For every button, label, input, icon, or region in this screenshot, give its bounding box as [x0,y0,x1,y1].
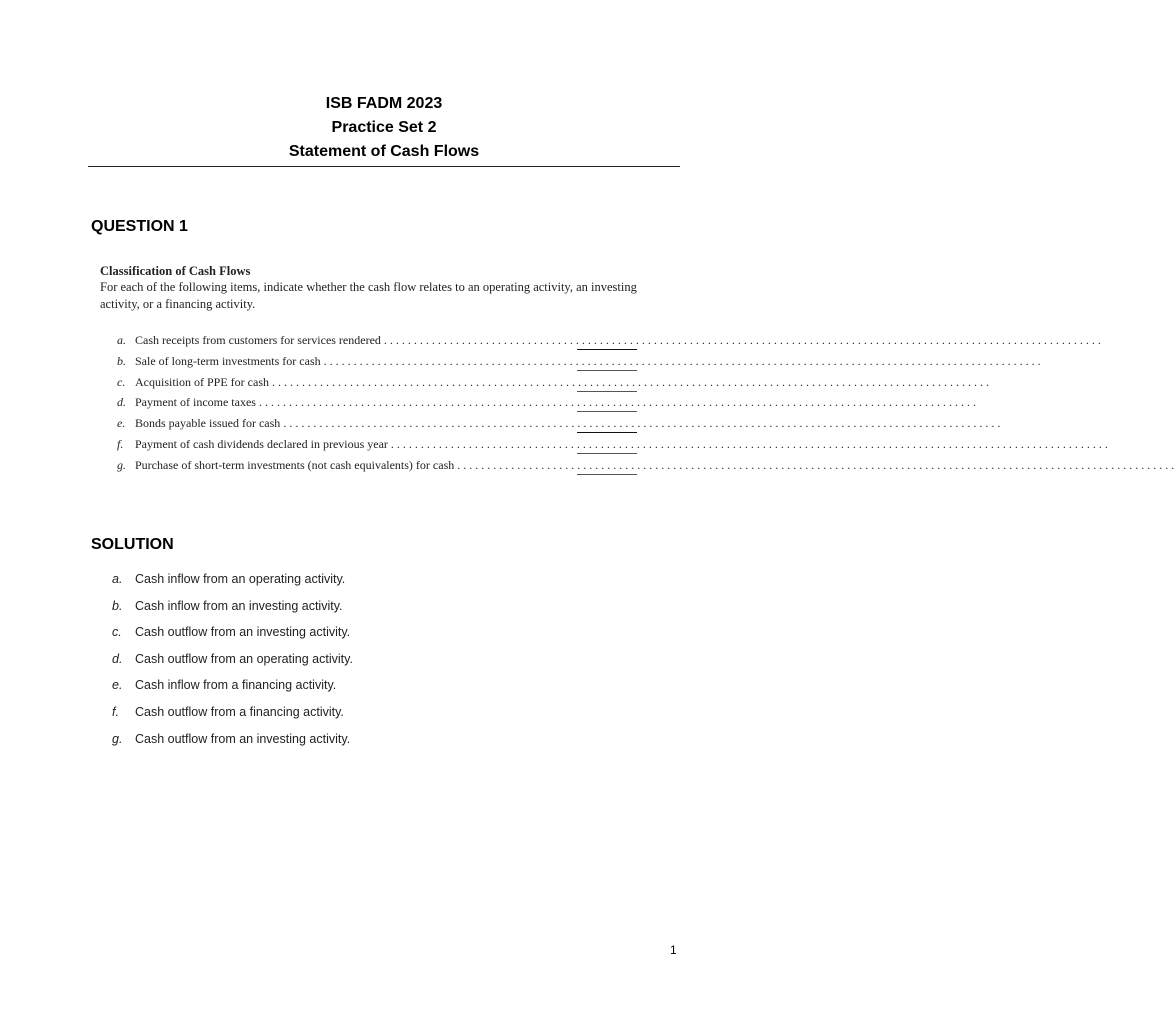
item-text: Sale of long-term investments for cash [135,353,321,368]
leader-dots: c. Acquisition of PPE for cash . . . . . . . . . . . . . . . . . . . . . . . . . . . . . . . . . . . . . . . . . . . . . . . . . . . . . . . . . . . . . . . . . . . . . . . . . . . . . . . . . . . . . . . . . . . . . . . . . . . . . . . . . . . . . . . . . . . . . . . . [117,372,569,393]
solution-text: Cash inflow from a financing activity. [135,678,337,693]
solution-text: Cash inflow from an operating activity. [135,572,346,586]
item-letter: a. [117,330,135,351]
document-header [0,92,768,164]
solution-item [112,623,612,650]
item-letter: c. [117,372,135,393]
item-text: Bonds payable issued for cash [135,416,281,431]
item-text: Payment of cash dividends declared in previous year [135,436,388,451]
question-item [117,413,1001,434]
practice-set-title: Practice Set 2 [331,119,437,136]
item-text: Purchase of short-term investments (not cash equivalents) for cash [135,457,455,472]
solution-item [112,676,612,703]
solution-letter: f. [112,704,119,719]
question-title: Classification of Cash Flows [100,264,251,278]
question-heading: QUESTION 1 [91,218,188,235]
answer-blank [577,377,637,392]
leader-dots: a. Cash receipts from customers for services rendered . . . . . . . . . . . . . . . . . . . . . . . . . . . . . . . . . . . . . . . . . . . . . . . . . . . . . . . . . . . . . . . . . . . . . . . . . . . . . . . . . . . . . . . . . . . . . . . . . . . . . . . . . . . . . . . . . . . . . . . . [117,330,569,351]
question-item [117,372,989,393]
solution-letter: b. [112,598,123,613]
answer-blank [577,335,637,350]
solution-heading: SOLUTION [91,536,174,553]
solution-text: Cash inflow from an investing activity. [135,598,343,613]
leader-dots: f. Payment of cash dividends declared in previous year . . . . . . . . . . . . . . . . . . . . . . . . . . . . . . . . . . . . . . . . . . . . . . . . . . . . . . . . . . . . . . . . . . . . . . . . . . . . . . . . . . . . . . . . . . . . . . . . . . . . . . . . . . . . . . . . . . . . . . . . [117,434,569,455]
question-item [117,351,1041,372]
leader-dots: d. Payment of income taxes . . . . . . . . . . . . . . . . . . . . . . . . . . . . . . . . . . . . . . . . . . . . . . . . . . . . . . . . . . . . . . . . . . . . . . . . . . . . . . . . . . . . . . . . . . . . . . . . . . . . . . . . . . . . . . . . . . . . . . . . [117,392,569,413]
solution-item [112,570,612,597]
question-item [117,392,976,413]
solution-letter: d. [112,651,123,666]
question-items [117,330,1174,476]
item-text: Cash receipts from customers for services rendered [135,333,381,347]
question-item [117,455,1174,476]
course-title: ISB FADM 2023 [325,95,443,112]
solution-item [112,597,612,624]
answer-blank [577,356,637,371]
solution-item [112,730,612,757]
item-letter: g. [117,455,135,476]
item-letter: e. [117,413,135,434]
solution-letter: e. [112,678,123,693]
solution-text: Cash outflow from an investing activity. [135,625,351,640]
item-letter: f. [117,434,135,455]
solution-text: Cash outflow from an operating activity. [135,651,353,666]
solution-letter: c. [112,625,122,640]
item-text: Acquisition of PPE for cash [135,374,269,389]
leader-dots: b. Sale of long-term investments for cash . . . . . . . . . . . . . . . . . . . . . . . . . . . . . . . . . . . . . . . . . . . . . . . . . . . . . . . . . . . . . . . . . . . . . . . . . . . . . . . . . . . . . . . . . . . . . . . . . . . . . . . . . . . . . . . . . . . . . . . . [117,351,569,372]
question-item [117,330,1101,351]
answer-blank [577,418,637,433]
item-letter: b. [117,351,135,372]
leader-dots: g. Purchase of short-term investments (not cash equivalents) for cash . . . . . . . . . . . . . . . . . . . . . . . . . . . . . . . . . . . . . . . . . . . . . . . . . . . . . . . . . . . . . . . . . . . . . . . . . . . . . . . . . . . . . . . . . . . . . . . . . . . . . . . . . . . . . . . . . . . . . . . . [117,455,569,476]
solution-text: Cash outflow from an investing activity. [135,731,351,746]
solution-letter: g. [112,731,123,746]
topic-title: Statement of Cash Flows [288,143,480,160]
question-excerpt [100,263,1174,472]
question-instructions: For each of the following items, indicate whether the cash flow relates to an operating activity, an investing activity, or a financing activity. [100,280,637,311]
answer-blank [577,460,637,475]
question-item [117,434,1108,455]
leader-dots: e. Bonds payable issued for cash . . . . . . . . . . . . . . . . . . . . . . . . . . . . . . . . . . . . . . . . . . . . . . . . . . . . . . . . . . . . . . . . . . . . . . . . . . . . . . . . . . . . . . . . . . . . . . . . . . . . . . . . . . . . . . . . . . . . . . . . [117,413,569,434]
solution-letter: a. [112,572,123,586]
solution-item [112,650,612,677]
page-number: 1 [670,943,677,957]
item-text: Payment of income taxes [135,395,256,410]
solution-item [112,703,612,730]
header-divider [88,166,680,167]
item-letter: d. [117,392,135,413]
answer-blank [577,439,637,454]
solution-list [112,570,612,756]
answer-blank [577,397,637,412]
solution-text: Cash outflow from a financing activity. [135,704,344,719]
